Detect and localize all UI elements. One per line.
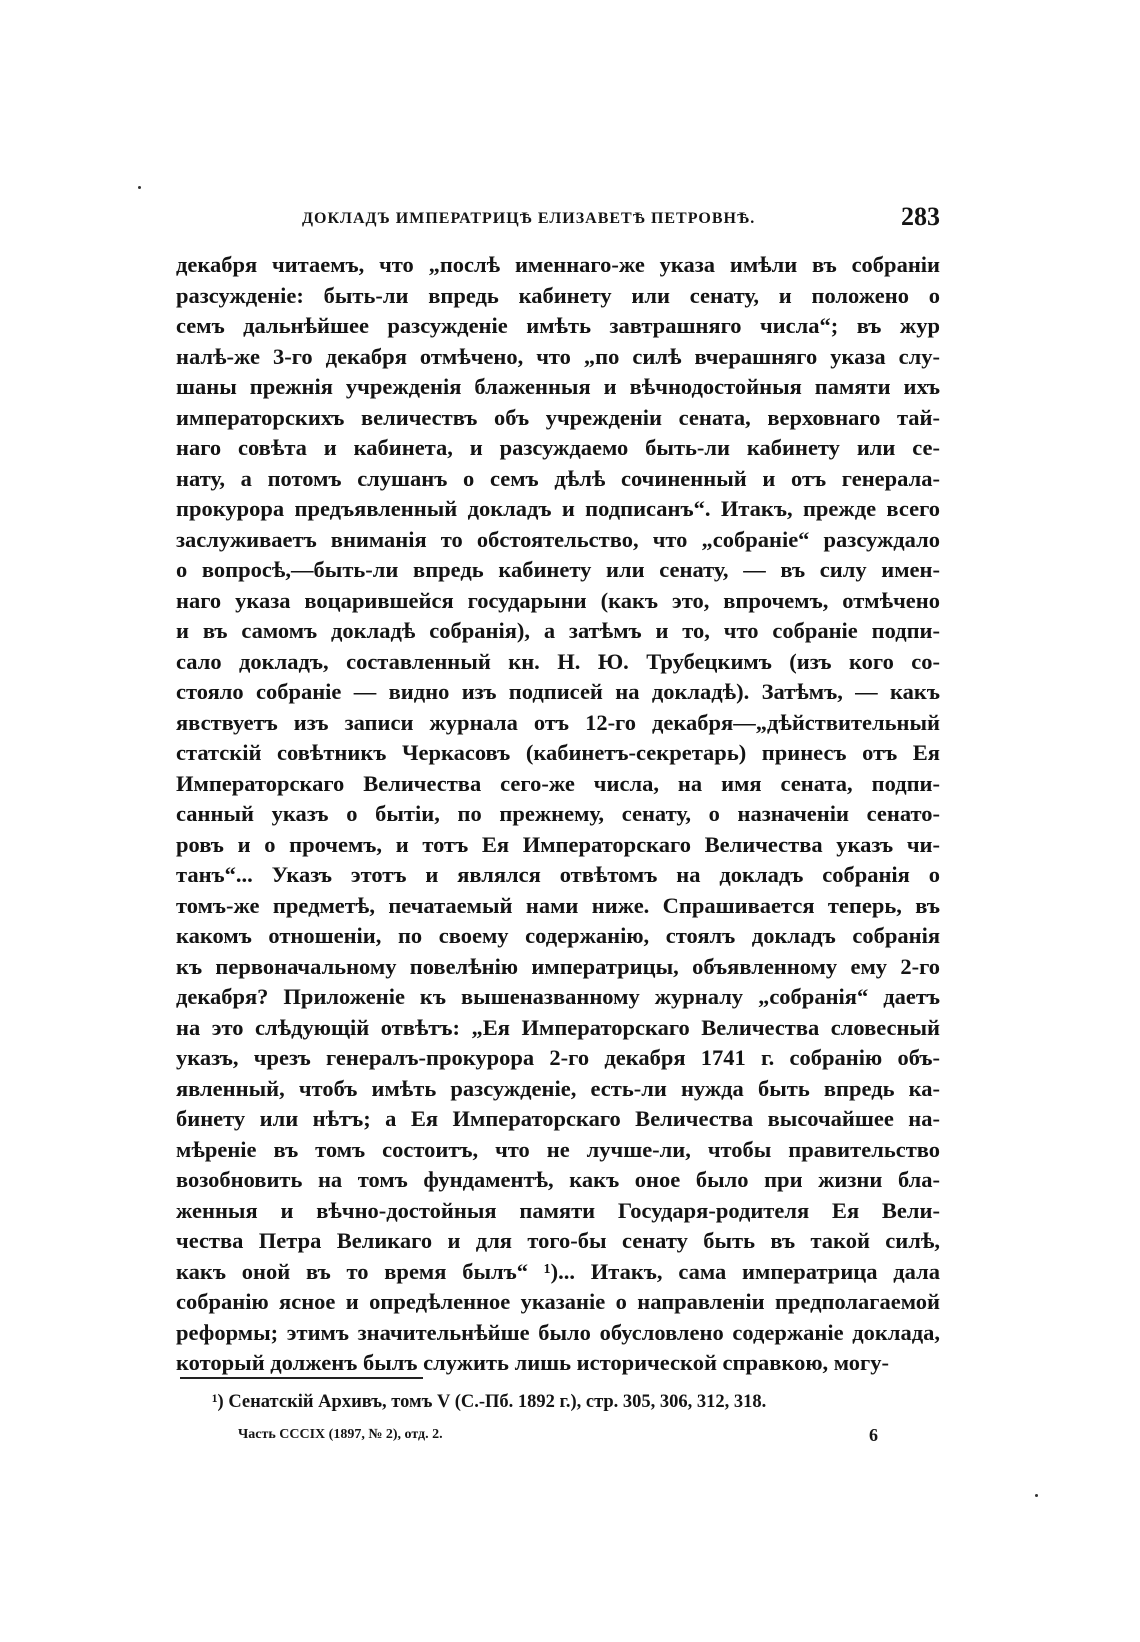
signature-text: Часть СССІХ (1897, № 2), отд. 2. [238,1427,443,1442]
page-number: 283 [901,202,940,231]
text-line: какъ оной въ то время былъ“ ¹)... Итакъ, сама императрица дала [176,1258,940,1284]
footnote-divider [180,1377,423,1379]
footnote: ¹) Сенатскій Архивъ, томъ V (С.-Пб. 1892 г.), стр. 305, 306, 312, 318. [212,1392,767,1412]
text-line: томъ-же предметѣ, печатаемый нами ниже. Спрашивается теперь, въ [176,892,940,918]
text-line: къ первоначальному повелѣнію императрицы, объявленному ему 2-го [176,953,940,979]
text-line: и въ самомъ докладѣ собранія), а затѣмъ и то, что собраніе подпи- [176,618,940,643]
text-line: возобновить на томъ фундаментѣ, какъ оное было при жизни бла- [176,1167,940,1192]
text-line: декабря читаемъ, что „послѣ именнаго-же указа имѣли въ собраніи [176,252,940,277]
text-line: какомъ отношеніи, по своему содержанію, стоялъ докладъ собранія [176,923,940,948]
running-title: ДОКЛАДЪ ИМПЕРАТРИЦѢ ЕЛИЗАВЕТѢ ПЕТРОВНѢ. [302,210,756,227]
text-line: налѣ-же 3-го декабря отмѣчено, что „по силѣ вчерашняго указа слу- [176,343,940,369]
text-line: семъ дальнѣйшее разсужденіе имѣть завтрашняго числа“; въ жур [176,313,940,338]
body-text [176,250,940,1379]
text-line: женныя и вѣчно-достойныя памяти Государя-родителя Ея Вели- [176,1197,940,1223]
printer-signature [238,1427,878,1443]
text-line: санный указъ о бытіи, по прежнему, сенату, о назначеніи сенато- [176,801,940,826]
text-line: разсужденіе: быть-ли впредь кабинету или сенату, и положено о [176,282,940,308]
text-line: наго указа воцарившейся государыни (какъ это, впрочемъ, отмѣчено [176,587,940,613]
text-line: указъ, чрезъ генералъ-прокурора 2-го декабря 1741 г. собранію объ- [176,1045,940,1070]
text-line: ровъ и о прочемъ, и тотъ Ея Императорскаго Величества указъ чи- [176,831,940,857]
text-line: декабря? Приложеніе къ вышеназванному журналу „собранія“ даетъ [176,984,940,1009]
stray-mark [138,186,141,189]
text-line: Императорскаго Величества сего-же числа, на имя сената, подпи- [176,770,940,796]
signature-mark: 6 [869,1425,878,1445]
text-line: императорскихъ величествъ объ учрежденіи сената, верховнаго тай- [176,404,940,430]
text-line: мѣреніе въ томъ состоитъ, что не лучше-ли, чтобы правительство [176,1136,940,1162]
text-line: бинету или нѣтъ; а Ея Императорскаго Величества высочайшее на- [176,1106,940,1131]
text-line: явленный, чтобъ имѣть разсужденіе, есть-ли нужда быть впредь ка- [176,1075,940,1101]
text-line: реформы; этимъ значительнѣйше было обусловлено содержаніе доклада, [176,1319,940,1345]
text-line: собранію ясное и опредѣленное указаніе о направленіи предполагаемой [176,1289,940,1314]
text-line: сало докладъ, составленный кн. Н. Ю. Трубецкимъ (изъ кого со- [176,648,940,674]
text-line: стояло собраніе — видно изъ подписей на докладѣ). Затѣмъ, — какъ [176,679,940,704]
text-line: наго совѣта и кабинета, и разсуждаемо быть-ли кабинету или се- [176,435,940,460]
text-line: который долженъ былъ служить лишь исторической справкою, могу- [176,1350,890,1375]
text-line: о вопросѣ,—быть-ли впредь кабинету или сенату, — въ силу имен- [176,557,940,582]
text-line: статскій совѣтникъ Черкасовъ (кабинетъ-секретарь) принесъ отъ Ея [176,740,940,765]
text-line: явствуетъ изъ записи журнала отъ 12-го декабря—„дѣйствительный [176,709,940,735]
page-header [176,202,940,238]
text-line: прокурора предъявленный докладъ и подписанъ“. Итакъ, прежде всего [176,496,940,521]
text-line: заслуживаетъ вниманія то обстоятельство, что „собраніе“ разсуждало [176,526,940,552]
text-line: на это слѣдующій отвѣтъ: „Ея Императорскаго Величества словесный [176,1014,940,1040]
stray-mark [1035,1494,1038,1497]
text-line: нату, а потомъ слушанъ о семъ дѣлѣ сочиненный и отъ генерала- [176,465,940,491]
text-line: танъ“... Указъ этотъ и являлся отвѣтомъ на докладъ собранія о [176,862,940,887]
text-line: чества Петра Великаго и для того-бы сенату быть въ такой силѣ, [176,1228,940,1253]
text-line: шаны прежнія учрежденія блаженныя и вѣчнодостойныя памяти ихъ [176,374,940,399]
